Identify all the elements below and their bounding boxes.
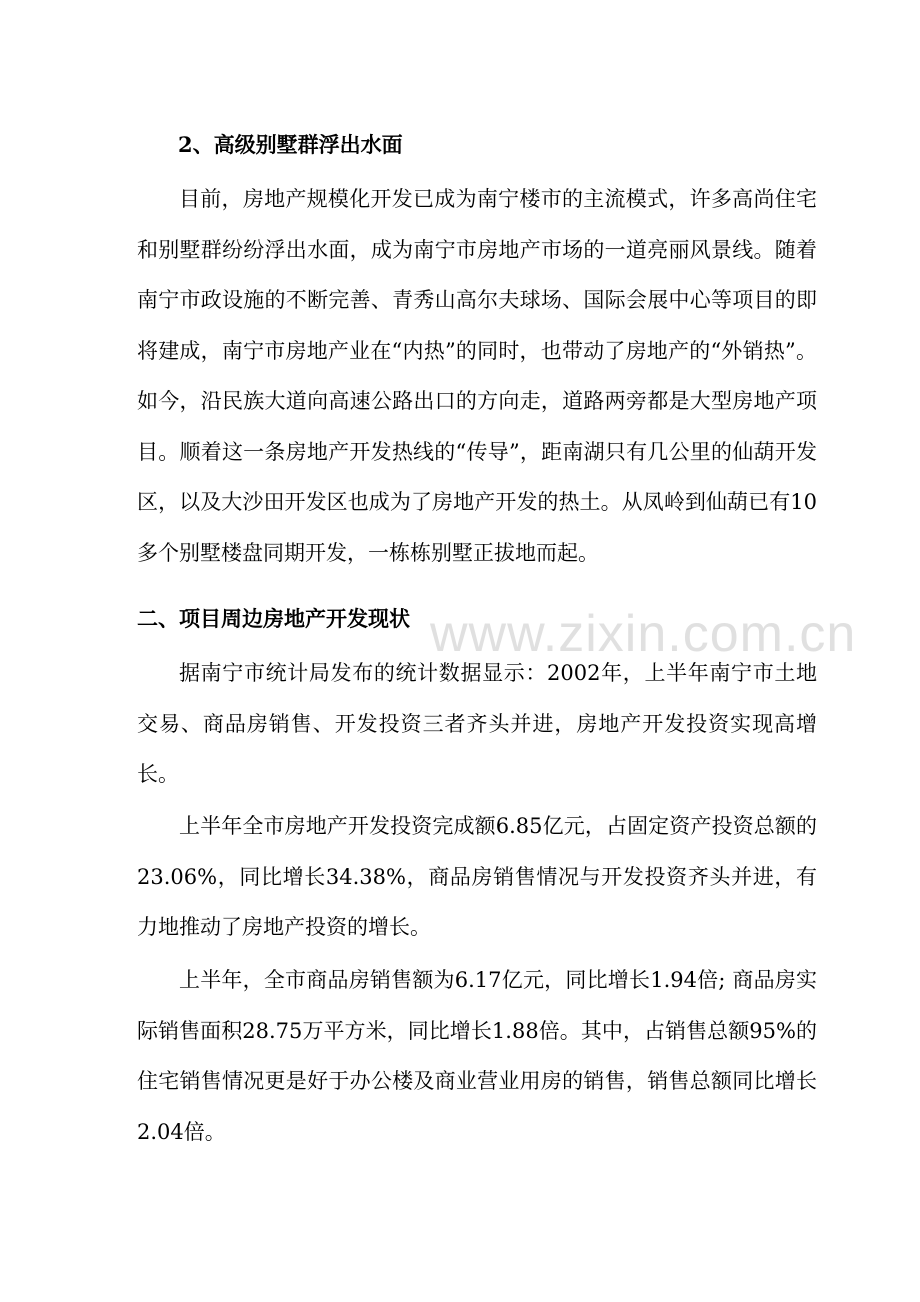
paragraph-sales: 上半年，全市商品房销售额为6.17亿元，同比增长1.94倍; 商品房实际销售面积28.75万平方米，同比增长1.88倍。其中，占销售总额95%的住宅销售情况更是好于办公楼及商业营业用房的销售，销售总额同比增长2.04倍。 (137, 968, 817, 1144)
section-heading-surrounding-development: 二、项目周边房地产开发现状 (137, 606, 410, 631)
paragraph-villa-market: 目前，房地产规模化开发已成为南宁楼市的主流模式，许多高尚住宅和别墅群纷纷浮出水面，成为南宁市房地产市场的一道亮丽风景线。随着南宁市政设施的不断完善、青秀山高尔夫球场、国际会展中心等项目的即将建成，南宁市房地产业在“内热”的同时，也带动了房地产的“外销热”。如今，沿民族大道向高速公路出口的方向走，道路两旁都是大型房地产项目。顺着这一条房地产开发热线的“传导”，距南湖只有几公里的仙葫开发区，以及大沙田开发区也成为了房地产开发的热土。从凤岭到仙葫已有10多个别墅楼盘同期开发，一栋栋别墅正拔地而起。 (137, 187, 817, 565)
sub-heading-villa-groups: 2、高级别墅群浮出水面 (178, 132, 403, 157)
paragraph-investment: 上半年全市房地产开发投资完成额6.85亿元，占固定资产投资总额的23.06%，同比增长34.38%，商品房销售情况与开发投资齐头并进，有力地推动了房地产投资的增长。 (137, 814, 817, 939)
paragraph-statistics-intro: 据南宁市统计局发布的统计数据显示：2002年，上半年南宁市土地交易、商品房销售、开发投资三者齐头并进，房地产开发投资实现高增长。 (137, 661, 817, 786)
watermark-logo: www.zixin.com.cn (430, 605, 857, 663)
